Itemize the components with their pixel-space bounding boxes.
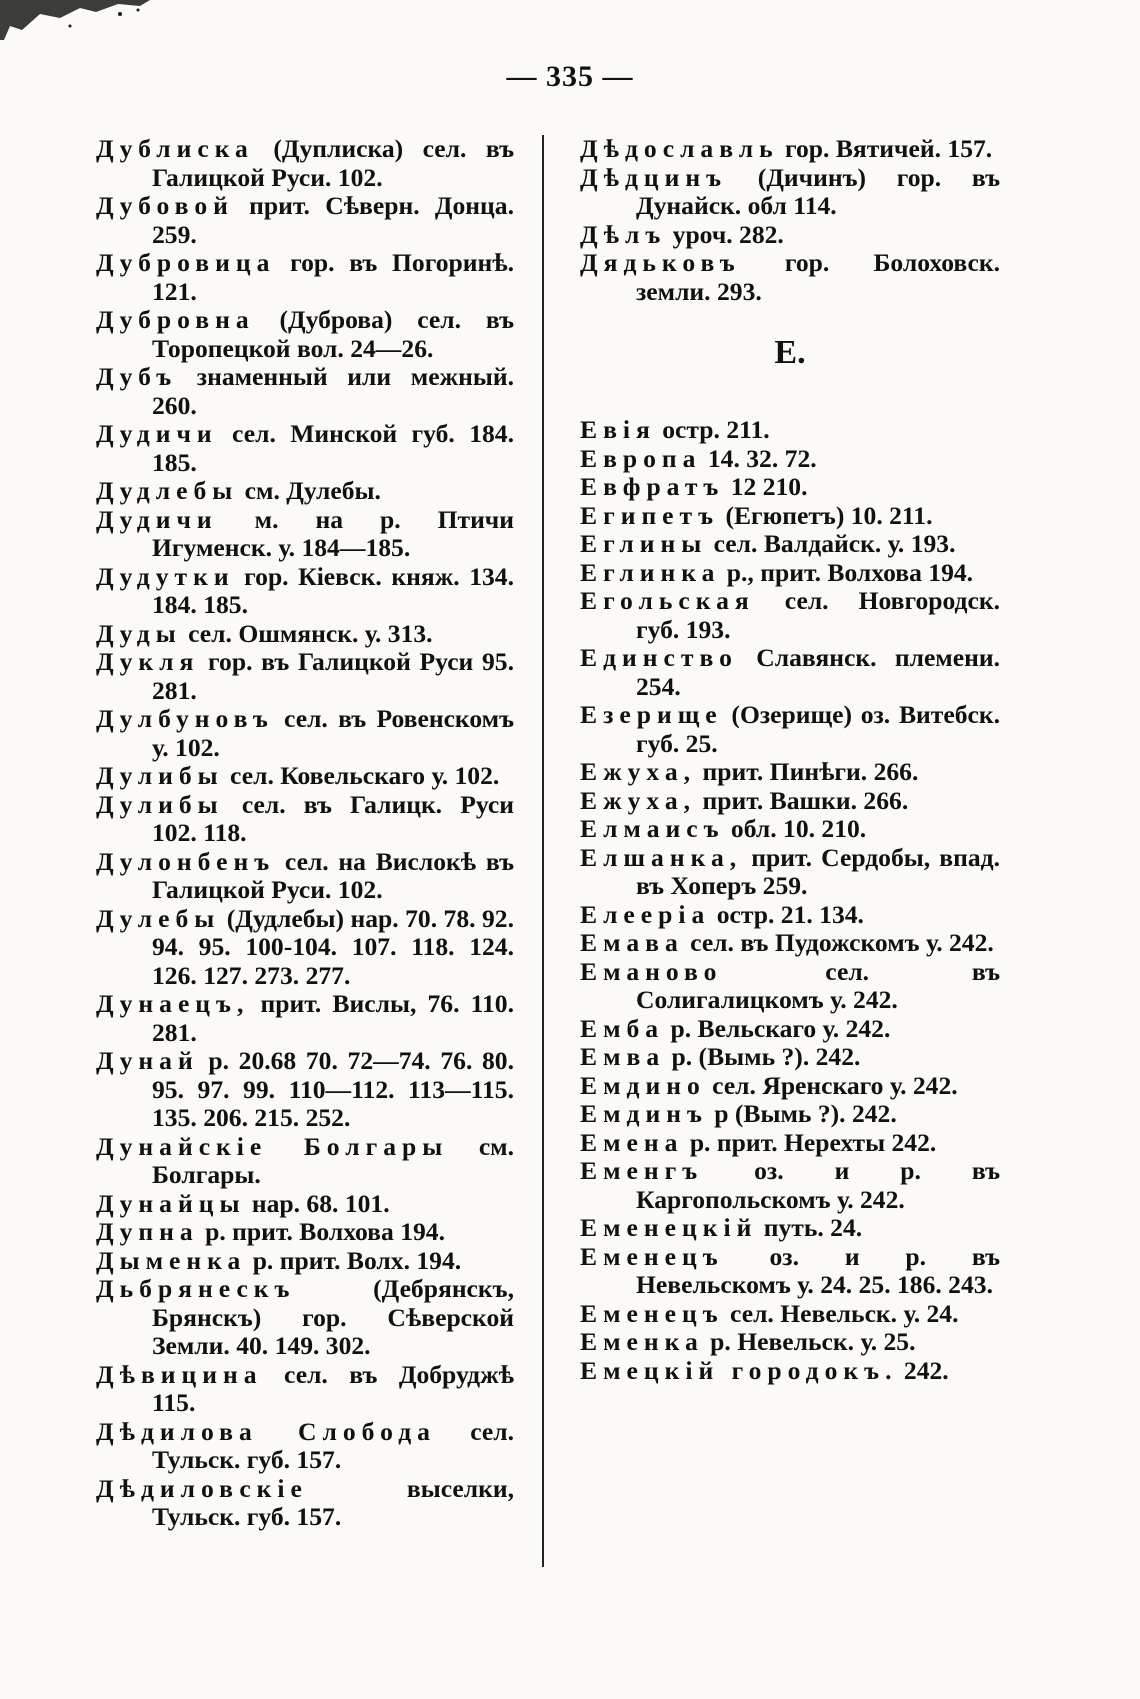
index-entry (96, 1361, 514, 1418)
entry-details: прит. Сѣверн. Донца. 259. (152, 191, 514, 249)
entry-headword: Дулибы (96, 789, 224, 819)
index-entry (580, 473, 1000, 502)
index-entry (580, 135, 1000, 164)
entry-headword: Емава (580, 928, 684, 957)
index-entry (96, 848, 514, 905)
entry-details: (Дебрянскъ, Брянскъ) гор. Сѣверской Земли. 40. 149. 302. (152, 1274, 514, 1360)
entry-headword: Емдинъ (580, 1099, 708, 1128)
entry-headword: Емба (580, 1013, 665, 1043)
index-entry (96, 990, 514, 1047)
entry-details: р. Вельскаго у. 242. (664, 1013, 891, 1043)
entry-details: 12 210. (724, 472, 808, 501)
ink-smudge (0, 0, 160, 40)
entry-headword: Еменка (580, 1327, 704, 1356)
entry-details: нар. 68. 101. (245, 1188, 390, 1218)
entry-details: сел. въ Пудожскомъ у. 242. (683, 928, 994, 957)
entry-headword: Ежуха, (580, 757, 697, 786)
entry-details: (Озерище) оз. Витебск. губ. 25. (636, 700, 1000, 758)
entry-details: сел. въ Солигалицкомъ у. 242. (636, 956, 1000, 1014)
index-entry (96, 506, 514, 563)
entry-details: гор. въ Погоринѣ. 121. (152, 248, 514, 306)
index-entry (580, 787, 1000, 816)
entry-headword: Емена (580, 1127, 684, 1157)
entry-details: р. прит. Нерехты 242. (683, 1127, 937, 1157)
index-entry (580, 758, 1000, 787)
entry-headword: Европа (580, 443, 702, 473)
page-number: — 335 — (506, 60, 634, 93)
index-entry (96, 1218, 514, 1247)
index-entry (96, 192, 514, 249)
index-entry (96, 648, 514, 705)
index-entry (580, 815, 1000, 844)
entry-details: сел. Валдайск. у. 193. (707, 529, 956, 558)
index-entry (96, 1047, 514, 1133)
index-entry (96, 249, 514, 306)
entry-details: сел. Яренскаго у. 242. (705, 1070, 958, 1100)
entry-headword: Дьбрянескъ (96, 1274, 296, 1303)
entry-headword: Езерище (580, 700, 723, 729)
entry-details: остр. 21. 134. (710, 899, 864, 929)
entry-details: гор. Болоховск. земли. 293. (636, 248, 1000, 306)
index-entry (96, 791, 514, 848)
index-entry (580, 559, 1000, 588)
entry-details: обл. 10. 210. (724, 814, 867, 843)
entry-details: сел. въ Галицк. Руси 102. 118. (152, 789, 514, 847)
entry-headword: Еменецъ (580, 1241, 724, 1271)
entry-details: (Дуплиска) сел. въ Галицкой Руси. 102. (152, 134, 514, 192)
right-column-bottom (580, 416, 1000, 1385)
index-entry (580, 644, 1000, 701)
entry-headword: Елееріа (580, 899, 711, 929)
entry-headword: Елшанка, (580, 842, 743, 872)
entry-headword: Дѣвицина (96, 1359, 263, 1389)
entry-headword: Единство (580, 643, 738, 672)
entry-details: (Егюпетъ) 10. 211. (719, 500, 933, 530)
entry-headword: Еглины (580, 529, 708, 558)
index-entry (580, 1100, 1000, 1129)
entry-headword: Дунаецъ, (96, 989, 250, 1018)
entry-details: сел. Ковельскаго у. 102. (223, 761, 500, 790)
left-column (96, 135, 514, 1532)
entry-details: (Дудлебы) нар. 70. 78. 92. 94. 95. 100-104. 107. 118. 124. 126. 127. 273. 277. (152, 903, 514, 990)
entry-details: сел. на Вислокѣ въ Галицкой Руси. 102. (152, 846, 514, 904)
index-entry (580, 164, 1000, 221)
index-entry (580, 701, 1000, 758)
index-entry (96, 1247, 514, 1276)
entry-headword: Дублиска (96, 134, 254, 163)
index-entry (580, 1300, 1000, 1329)
index-entry (580, 844, 1000, 901)
entry-details: гор. Вятичей. 157. (778, 134, 993, 163)
entry-headword: Емдино (580, 1070, 706, 1100)
entry-details: р. прит. Волх. 194. (246, 1245, 462, 1275)
entry-details: р. Невельск. у. 25. (703, 1327, 916, 1356)
index-entry (580, 1214, 1000, 1243)
entry-headword: Еменгъ (580, 1156, 704, 1185)
entry-headword: Евія (580, 415, 656, 444)
index-entry (96, 1275, 514, 1361)
entry-headword: Дубъ (96, 362, 178, 391)
index-entry (580, 249, 1000, 306)
entry-details: гор. въ Галицкой Руси 95. 281. (152, 647, 514, 705)
entry-headword: Дулибы (96, 761, 224, 790)
entry-details: Славянск. племени. 254. (636, 643, 1000, 701)
entry-details: (Дуброва) сел. въ Торопецкой вол. 24—26. (152, 305, 514, 363)
entry-headword: Емва (580, 1042, 666, 1071)
entry-headword: Дунайцы (96, 1188, 246, 1218)
entry-headword: Егольская (580, 586, 755, 615)
entry-headword: Дѣдиловскіе (96, 1473, 308, 1503)
index-entry (580, 1129, 1000, 1158)
entry-details: оз. и р. въ Каргопольскомъ у. 242. (636, 1156, 1000, 1214)
entry-details: м. на р. Птичи Игуменск. у. 184—185. (152, 504, 514, 562)
index-entry (96, 1418, 514, 1475)
entry-details: гор. Кіевск. княж. 134. 184. 185. (152, 561, 514, 619)
entry-details: р. 20.68 70. 72—74. 76. 80. 95. 97. 99. 110—112. 113—115. 135. 206. 215. 252. (152, 1046, 514, 1132)
entry-headword: Дѣдославль (580, 134, 779, 163)
index-entry (580, 929, 1000, 958)
entry-headword: Дупна (96, 1217, 199, 1246)
index-entry (96, 705, 514, 762)
index-entry (96, 306, 514, 363)
right-column (580, 135, 1000, 1385)
entry-details: сел. Минской губ. 184. 185. (152, 419, 514, 477)
index-entry (580, 1328, 1000, 1357)
index-entry (580, 1357, 1000, 1386)
entry-headword: Еглинка (580, 557, 721, 587)
section-letter-heading: Е. (774, 334, 806, 371)
entry-details: см. Дулебы. (238, 476, 381, 505)
entry-details: сел. Ошмянск. у. 313. (181, 618, 433, 648)
index-entry (580, 1243, 1000, 1300)
entry-headword: Дѣдилова Слобода (96, 1416, 436, 1446)
entry-headword: Евфратъ (580, 472, 725, 501)
entry-headword: Еменецкій (580, 1213, 758, 1242)
entry-headword: Египетъ (580, 500, 720, 530)
index-entry (96, 363, 514, 420)
entry-headword: Дѣдцинъ (580, 162, 728, 192)
entry-headword: Еманово (580, 956, 723, 986)
index-entry (580, 445, 1000, 474)
entry-headword: Дудичи (96, 419, 218, 448)
index-entry (580, 1072, 1000, 1101)
entry-headword: Дядьковъ (580, 248, 741, 277)
entry-headword: Дунай (96, 1046, 199, 1075)
entry-headword: Дубовой (96, 191, 234, 220)
entry-details: р. (Вымь ?). 242. (665, 1042, 861, 1071)
entry-details: сел. Новгородск. губ. 193. (636, 586, 1000, 644)
entry-headword: Дубровица (96, 248, 276, 277)
entry-details: прит. Пинѣги. 266. (696, 757, 919, 786)
entry-headword: Ежуха, (580, 785, 697, 815)
index-entry (580, 416, 1000, 445)
entry-details: выселки, Тульск. губ. 157. (152, 1473, 514, 1531)
entry-headword: Дуды (96, 618, 182, 648)
right-column-top (580, 135, 1000, 306)
entry-headword: Еменецъ (580, 1298, 724, 1328)
entry-details: оз. и р. въ Невельскомъ у. 24. 25. 186. 243. (636, 1241, 1000, 1299)
index-entry (580, 1157, 1000, 1214)
entry-headword: Дудичи (96, 504, 218, 534)
entry-details: р (Вымь ?). 242. (707, 1099, 897, 1128)
index-entry (580, 502, 1000, 531)
entry-headword: Дудутки (96, 561, 235, 591)
index-entry (96, 563, 514, 620)
index-entry (580, 1015, 1000, 1044)
entry-details: путь. 24. (757, 1213, 863, 1242)
index-entry (580, 530, 1000, 559)
index-entry (96, 477, 514, 506)
entry-details: остр. 211. (655, 415, 770, 444)
index-entry (580, 901, 1000, 930)
entry-headword: Дудлебы (96, 476, 239, 505)
entry-headword: Дулбуновъ (96, 704, 274, 733)
entry-details: сел. въ Добруджѣ 115. (152, 1359, 514, 1417)
index-entry (580, 1043, 1000, 1072)
column-divider (542, 135, 544, 1567)
entry-headword: Дубровна (96, 305, 255, 334)
entry-details: прит. Вислы, 76. 110. 281. (152, 989, 514, 1047)
index-entry (96, 1190, 514, 1219)
index-entry (96, 620, 514, 649)
index-entry (96, 762, 514, 791)
entry-details: 14. 32. 72. (701, 443, 817, 473)
entry-details: (Дичинъ) гор. въ Дунайск. обл 114. (636, 162, 1000, 220)
entry-details: 242. (897, 1355, 949, 1385)
entry-headword: Елмаисъ (580, 814, 725, 843)
entry-details: р., прит. Волхова 194. (720, 557, 974, 587)
entry-details: р. прит. Волхова 194. (198, 1217, 445, 1246)
index-entry (96, 420, 514, 477)
index-entry (580, 221, 1000, 250)
entry-headword: Дулонбенъ (96, 846, 276, 876)
entry-details: прит. Сердобы, впад. въ Хоперъ 259. (636, 842, 1000, 900)
entry-details: знаменный или межный. 260. (152, 362, 514, 420)
entry-headword: Дукля (96, 647, 200, 676)
entry-details: см. Болгары. (152, 1131, 515, 1189)
index-entry (580, 958, 1000, 1015)
entry-details: уроч. 282. (666, 219, 784, 249)
entry-headword: Дыменка (96, 1245, 247, 1275)
index-entry (580, 587, 1000, 644)
index-entry (96, 1133, 514, 1190)
entry-details: сел. въ Ровенскомъ у. 102. (152, 704, 514, 762)
entry-details: сел. Невельск. у. 24. (723, 1298, 959, 1328)
index-entry (96, 905, 514, 991)
entry-headword: Дулебы (96, 903, 221, 933)
entry-details: сел. Тульск. губ. 157. (152, 1416, 514, 1474)
entry-headword: Дунайскіе Болгары (96, 1131, 449, 1161)
index-entry (96, 1475, 514, 1532)
index-entry (96, 135, 514, 192)
entry-headword: Емецкій городокъ. (580, 1355, 898, 1385)
entry-details: прит. Вашки. 266. (696, 785, 909, 815)
entry-headword: Дѣлъ (580, 219, 667, 249)
